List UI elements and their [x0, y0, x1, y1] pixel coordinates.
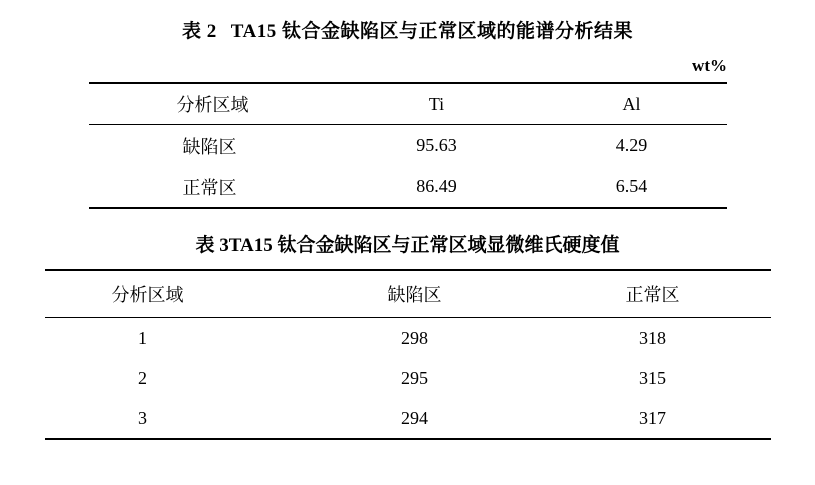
table-2-cell: 正常区 [182, 177, 237, 198]
table-3-cell: 1 [138, 327, 147, 348]
table-3-cell: 295 [401, 367, 428, 388]
table-3-header-row [45, 270, 771, 318]
table-3-caption-text: TA15 钛合金缺陷区与正常区域显微维氏硬度值 [228, 235, 620, 256]
table-3 [45, 269, 771, 440]
table-3-block [0, 226, 815, 440]
table-3-cell: 298 [401, 327, 428, 348]
table-2-unit-label: wt% [692, 56, 727, 75]
table-2-caption-number: 表 2 [181, 21, 217, 42]
table-3-caption-number: 表 3 [195, 235, 229, 256]
table-2 [89, 82, 727, 209]
table-3-header-cell: 分析区域 [111, 285, 184, 305]
table-row [45, 358, 771, 398]
table-3-caption [0, 226, 815, 257]
table-3-header-cell: 正常区 [625, 285, 680, 305]
table-2-header-row [89, 83, 727, 125]
table-row [89, 125, 727, 167]
table-2-header-cell: Ti [428, 93, 445, 114]
table-row [89, 166, 727, 208]
table-2-cell: 4.29 [615, 135, 648, 155]
table-3-cell: 315 [639, 367, 666, 388]
table-2-header-cell: 分析区域 [176, 95, 249, 115]
table-3-cell: 317 [639, 407, 666, 428]
table-2-header-cell: Al [622, 93, 641, 114]
table-3-cell: 318 [639, 327, 666, 348]
table-2-block [0, 0, 815, 209]
table-3-cell: 294 [401, 407, 428, 428]
table-row [45, 318, 771, 359]
table-2-cell: 95.63 [416, 135, 457, 155]
table-2-caption [0, 0, 815, 43]
table-row [45, 398, 771, 439]
table-2-cell: 6.54 [615, 176, 648, 196]
table-3-header-cell: 缺陷区 [387, 285, 442, 305]
table-3-cell: 3 [138, 407, 147, 428]
table-2-cell: 缺陷区 [182, 136, 237, 157]
table-3-cell: 2 [138, 367, 147, 388]
table-2-cell: 86.49 [416, 176, 457, 196]
table-2-caption-text: TA15 钛合金缺陷区与正常区域的能谱分析结果 [230, 21, 633, 42]
